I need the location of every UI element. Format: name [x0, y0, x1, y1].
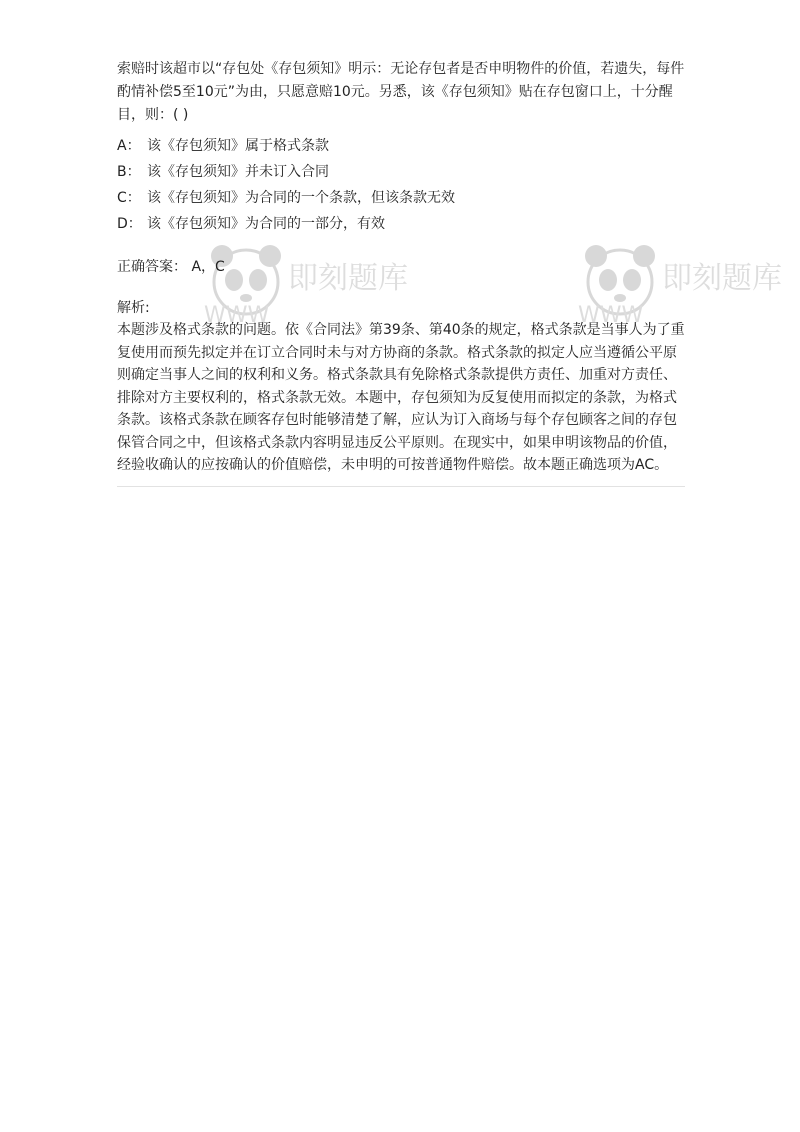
watermark-text: 即刻题库	[288, 261, 408, 296]
option-d	[117, 211, 685, 237]
option-text: 该《存包须知》属于格式条款	[147, 138, 329, 154]
watermark-sub: WWW	[204, 303, 270, 328]
option-text: 该《存包须知》并未订入合同	[147, 164, 329, 180]
options-list	[117, 133, 685, 237]
option-letter: C：	[117, 190, 141, 206]
option-b	[117, 159, 685, 185]
correct-answer	[117, 256, 685, 278]
option-a	[117, 133, 685, 159]
answer-label: 正确答案：	[117, 259, 187, 275]
analysis-text: 本题涉及格式条款的问题。依《合同法》第39条、第40条的规定，格式条款是当事人为了重复使用而预先拟定并在订立合同时未与对方协商的条款。格式条款的拟定人应当遵循公平原则确定当事人之间的权利和义务。格式条款具有免除格式条款提供方责任、加重对方责任、排除对方主要权利的，格式条款无效。本题中，存包须知为反复使用而拟定的条款，为格式条款。该格式条款在顾客存包时能够清楚了解，应认为订入商场与每个存包顾客之间的存包保管合同之中，但该格式条款内容明显违反公平原则。在现实中，如果申明该物品的价值，经验收确认的应按确认的价值赔偿，未申明的可按普通物件赔偿。故本题正确选项为AC。	[117, 322, 685, 473]
watermark-sub: WWW	[578, 303, 644, 328]
option-letter: B：	[117, 164, 141, 180]
option-letter: D：	[117, 216, 142, 232]
question-block	[117, 58, 685, 477]
answer-value: A，C	[191, 259, 225, 275]
option-text: 该《存包须知》为合同的一个条款，但该条款无效	[147, 190, 455, 206]
option-letter: A：	[117, 138, 141, 154]
watermark-text: 即刻题库	[662, 261, 782, 296]
divider	[117, 486, 685, 487]
option-c	[117, 185, 685, 211]
option-text: 该《存包须知》为合同的一部分，有效	[147, 216, 385, 232]
analysis-heading: 解析:	[117, 300, 150, 316]
question-text: 索赔时该超市以“存包处《存包须知》明示：无论存包者是否申明物件的价值，若遗失，每件酌情补偿5至10元”为由，只愿意赔10元。另悉，该《存包须知》贴在存包窗口上，十分醒目，则：( )	[117, 61, 685, 123]
